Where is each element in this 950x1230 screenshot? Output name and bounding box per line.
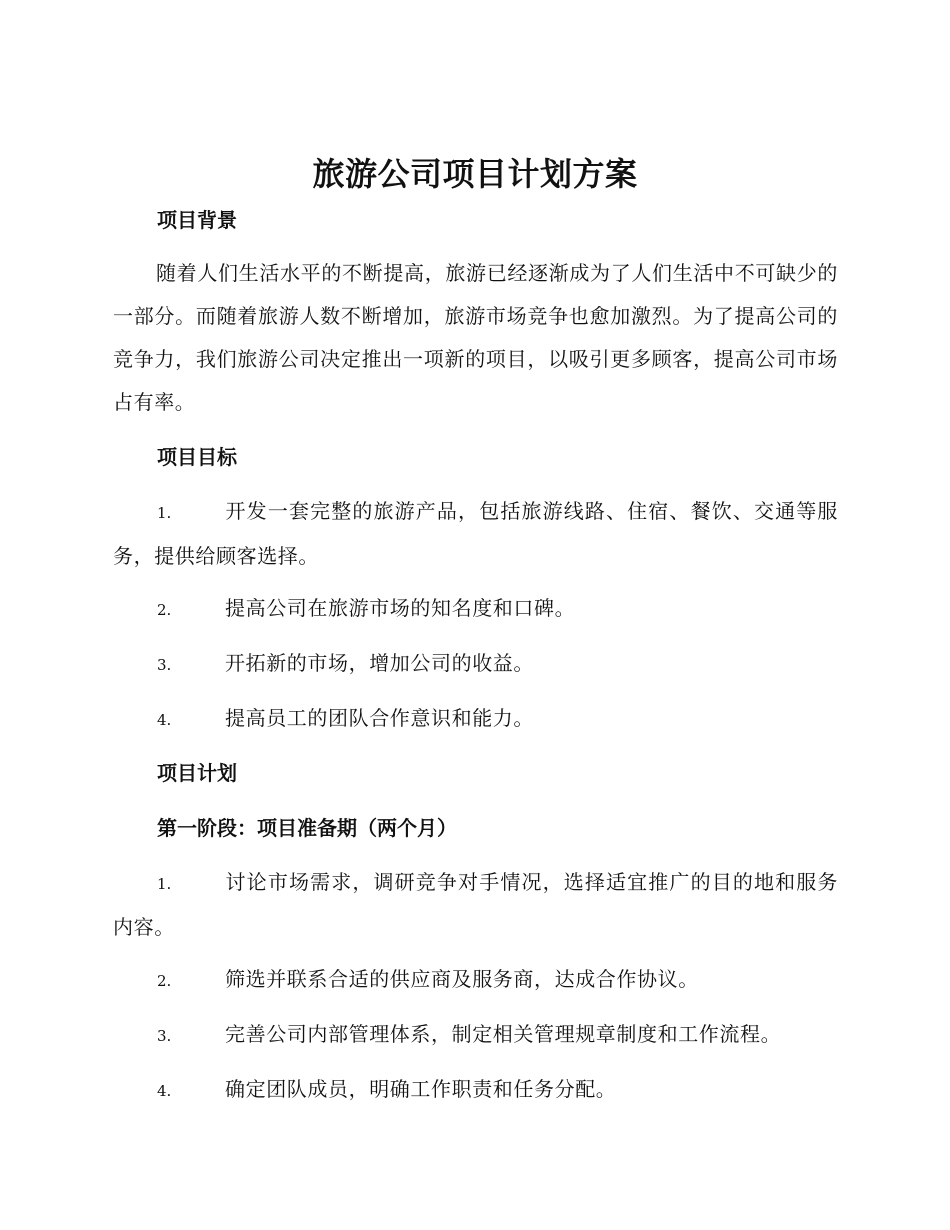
list-item-text: 提高公司在旅游市场的知名度和口碑。 — [225, 596, 576, 620]
list-number: 1. — [157, 504, 172, 522]
goal-item — [113, 490, 838, 578]
list-number: 1. — [157, 875, 172, 893]
document-title: 旅游公司项目计划方案 — [312, 155, 638, 193]
section-heading-goals: 项目目标 — [157, 445, 237, 469]
list-item-text: 讨论市场需求，调研竞争对手情况，选择适宜推广的目的地和服务内容。 — [113, 870, 838, 939]
list-item-text: 开拓新的市场，增加公司的收益。 — [225, 651, 534, 675]
list-item-text: 开发一套完整的旅游产品，包括旅游线路、住宿、餐饮、交通等服务，提供给顾客选择。 — [113, 499, 838, 568]
list-number: 2. — [157, 601, 172, 619]
list-number: 3. — [157, 656, 172, 674]
list-number: 2. — [157, 972, 172, 990]
phase-heading: 第一阶段：项目准备期（两个月） — [157, 816, 457, 840]
list-item-text: 筛选并联系合适的供应商及服务商，达成合作协议。 — [225, 967, 699, 991]
section-heading-plan: 项目计划 — [157, 761, 237, 785]
list-number: 3. — [157, 1027, 172, 1045]
list-item-text: 完善公司内部管理体系，制定相关管理规章制度和工作流程。 — [225, 1022, 782, 1046]
list-number: 4. — [157, 711, 172, 729]
background-paragraph: 随着人们生活水平的不断提高，旅游已经逐渐成为了人们生活中不可缺少的一部分。而随着旅游人数不断增加，旅游市场竞争也愈加激烈。为了提高公司的竞争力，我们旅游公司决定推出一项新的项目，以吸引更多顾客，提高公司市场占有率。 — [113, 261, 838, 414]
goal-item — [113, 642, 838, 687]
section-heading-background: 项目背景 — [157, 208, 237, 232]
phase-item — [113, 958, 838, 1003]
phase-item — [113, 861, 838, 949]
list-item-text: 确定团队成员，明确工作职责和任务分配。 — [225, 1077, 617, 1101]
list-number: 4. — [157, 1082, 172, 1100]
list-item-text: 提高员工的团队合作意识和能力。 — [225, 706, 534, 730]
goal-item — [113, 697, 838, 742]
goal-item — [113, 587, 838, 632]
phase-item — [113, 1013, 838, 1058]
phase-item — [113, 1068, 838, 1113]
